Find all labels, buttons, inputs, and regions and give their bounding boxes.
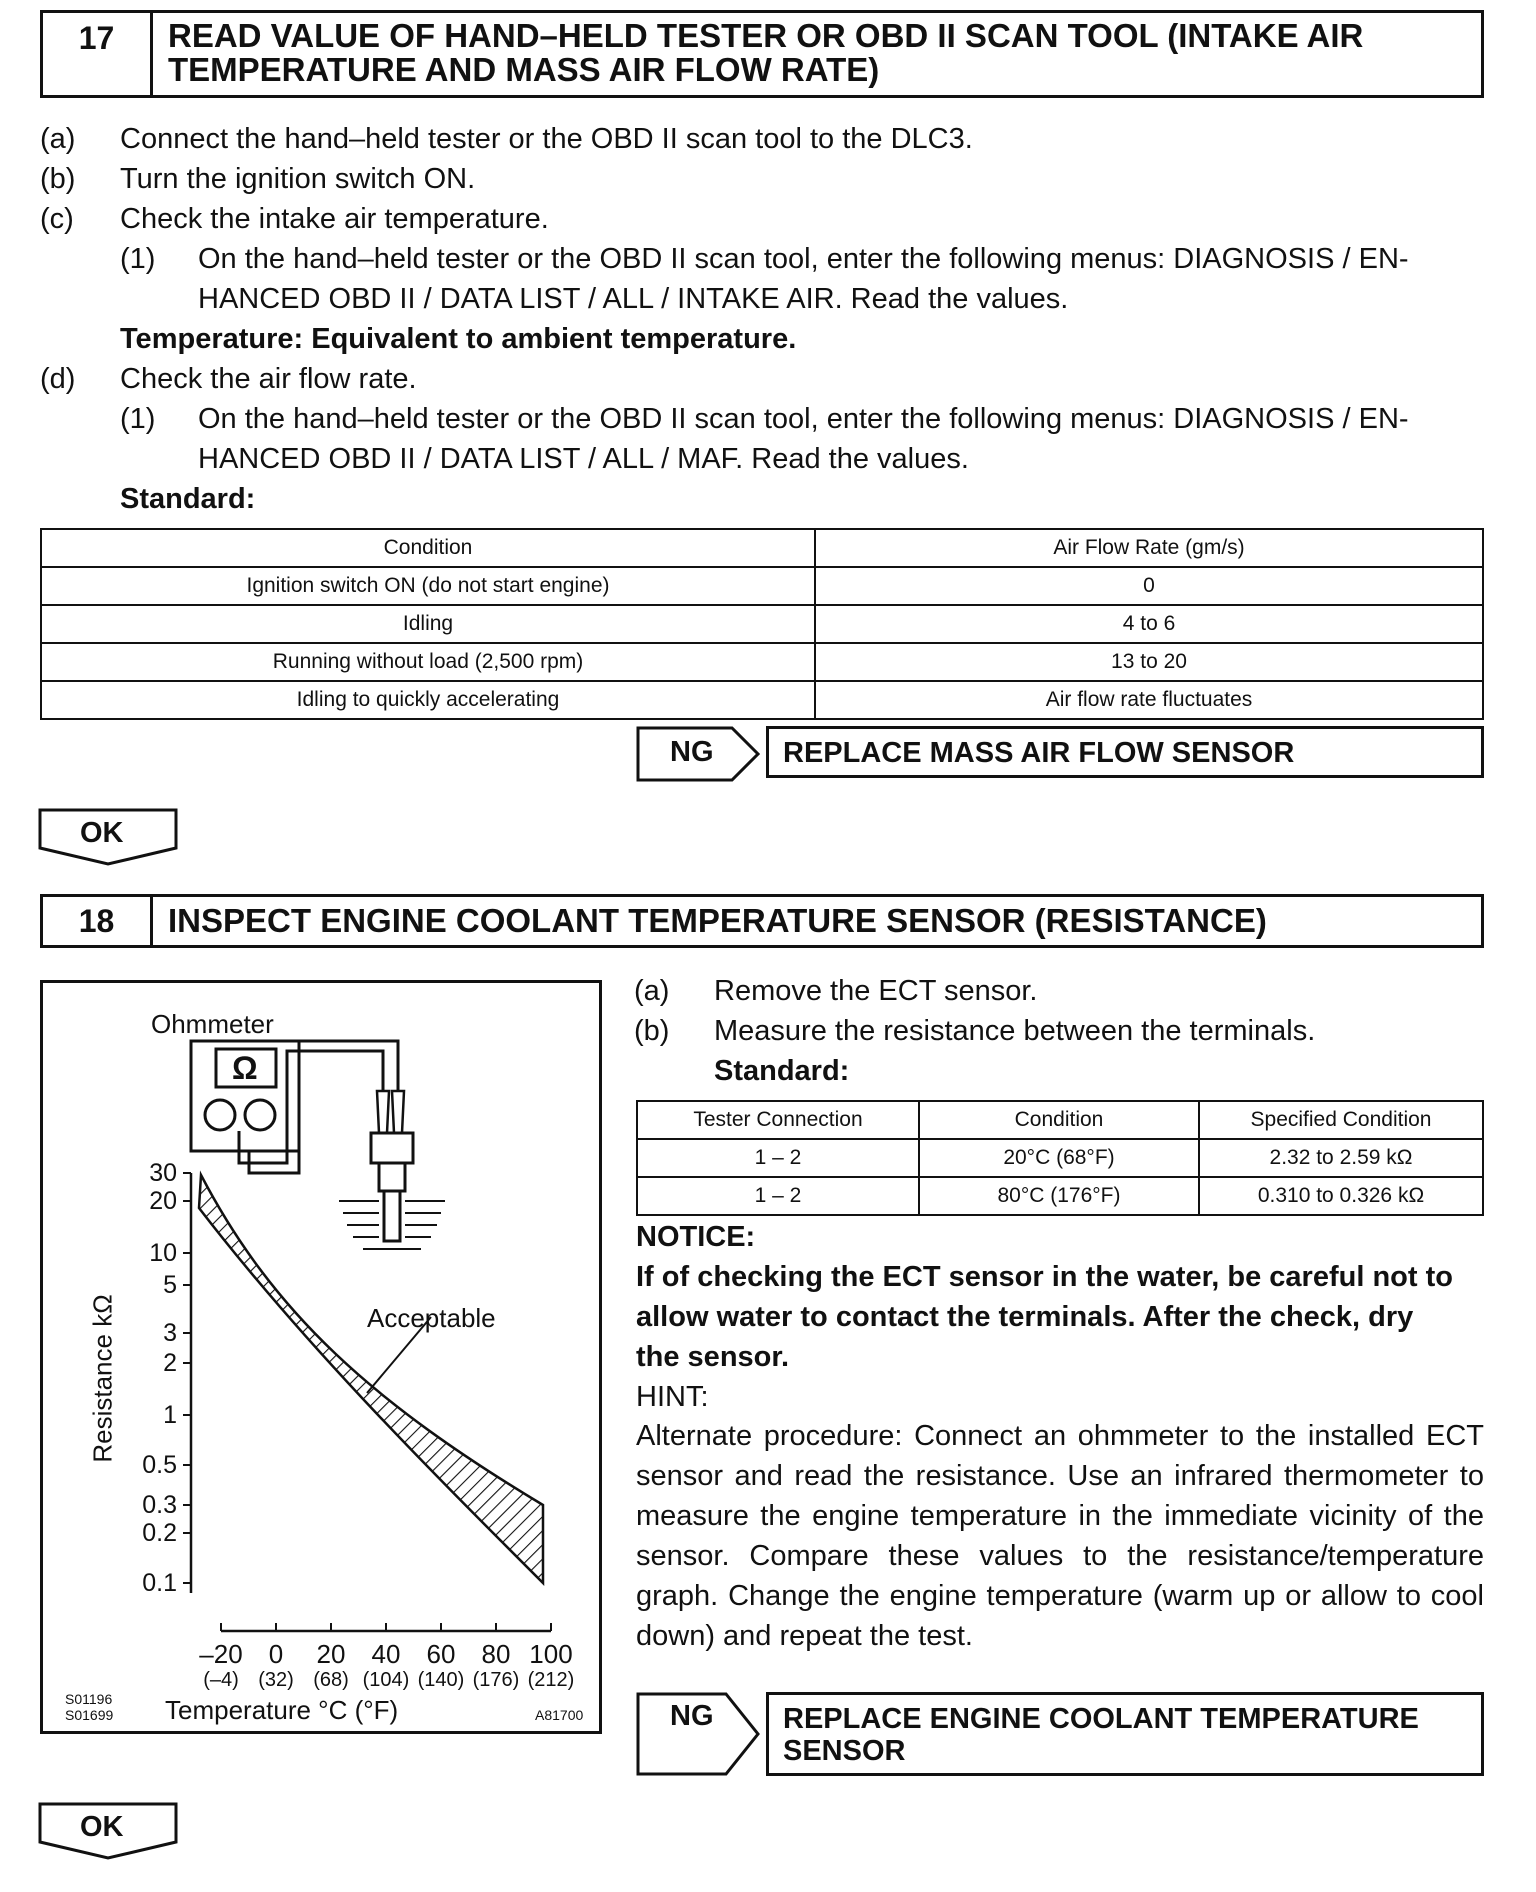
table-header: Air Flow Rate (gm/s) <box>815 529 1483 567</box>
x-tick-label: 100 <box>529 1639 573 1669</box>
ect-sensor-hex <box>379 1163 405 1191</box>
ng-action-box <box>766 726 1484 778</box>
ng-action-line-1: REPLACE ENGINE COOLANT TEMPERATURE <box>783 1703 1419 1735</box>
ng-label: NG <box>670 1700 714 1732</box>
standard-label: Standard: <box>120 483 256 515</box>
table-cell: 20°C (68°F) <box>919 1139 1199 1177</box>
y-tick-label: 0.2 <box>142 1519 177 1547</box>
notice-title: NOTICE: <box>636 1221 756 1253</box>
table-cell: Idling to quickly accelerating <box>41 681 815 719</box>
ect-sensor-body <box>371 1133 413 1163</box>
table-cell: 13 to 20 <box>815 643 1483 681</box>
step-18-header <box>40 894 1484 948</box>
item-d-mark: (d) <box>40 363 76 395</box>
y-tick-label: 2 <box>163 1349 177 1377</box>
step-number: 17 <box>43 13 153 95</box>
temperature-spec: Temperature: Equivalent to ambient temperature. <box>120 323 797 355</box>
x-axis-label: Temperature °C (°F) <box>165 1695 399 1725</box>
step-17-header <box>40 10 1484 98</box>
ok-label: OK <box>80 1811 124 1843</box>
table-row <box>41 567 1483 605</box>
item-d1-line-1: On the hand–held tester or the OBD II scan tool, enter the following menus: DIAGNOSIS / EN- <box>198 403 1409 435</box>
table-header: Condition <box>41 529 815 567</box>
table-cell: 2.32 to 2.59 kΩ <box>1199 1139 1483 1177</box>
x-tick-label-f: (–4) <box>203 1669 239 1691</box>
table-cell: 0 <box>815 567 1483 605</box>
x-tick-label-f: (32) <box>258 1669 294 1691</box>
table-cell: Running without load (2,500 rpm) <box>41 643 815 681</box>
y-axis-label: Resistance kΩ <box>87 1294 118 1463</box>
y-tick-label: 1 <box>163 1401 177 1429</box>
x-tick-label: 0 <box>268 1639 284 1669</box>
step-title-line-1: READ VALUE OF HAND–HELD TESTER OR OBD II SCAN TOOL (INTAKE AIR <box>168 17 1364 54</box>
air-flow-table <box>40 528 1484 720</box>
ng-action-box <box>766 1692 1484 1776</box>
y-tick-label: 0.3 <box>142 1491 177 1519</box>
x-tick-label: 20 <box>316 1639 346 1669</box>
ok-label: OK <box>80 817 124 849</box>
table-row <box>637 1139 1483 1177</box>
item-a-text: Remove the ECT sensor. <box>714 975 1038 1007</box>
step-title <box>168 19 1471 87</box>
item-d1-line-2: HANCED OBD II / DATA LIST / ALL / MAF. Read the values. <box>198 443 969 475</box>
table-cell: 1 – 2 <box>637 1177 919 1215</box>
x-tick-label: –20 <box>199 1639 243 1669</box>
table-row <box>41 605 1483 643</box>
omega-symbol: Ω <box>232 1050 258 1086</box>
item-a-mark: (a) <box>40 123 76 155</box>
figure-code: S01196 <box>65 1691 113 1707</box>
x-tick-label-f: (176) <box>472 1669 520 1691</box>
table-header-row <box>637 1101 1483 1139</box>
x-tick-label-f: (68) <box>313 1669 349 1691</box>
y-tick-label: 0.5 <box>142 1451 177 1479</box>
table-header: Condition <box>919 1101 1199 1139</box>
item-d-text: Check the air flow rate. <box>120 363 417 395</box>
ng-action-line-2: SENSOR <box>783 1735 906 1767</box>
item-b-mark: (b) <box>40 163 76 195</box>
y-tick-label: 10 <box>149 1239 177 1267</box>
table-header: Tester Connection <box>637 1101 919 1139</box>
hint-text: Alternate procedure: Connect an ohmmeter to the installed ECT sensor and read the resistance. Use an infrared thermometer to measure the engine temperature in the immediate vicinity of the sensor. Compare these values to the resistance/temperature graph. Change the engine temperature (warm up or allow to cool down) and repeat the test. <box>636 1420 1484 1652</box>
ohmmeter-label: Ohmmeter <box>151 1009 274 1039</box>
figure-code: A81700 <box>535 1707 584 1723</box>
ng-action-text: REPLACE MASS AIR FLOW SENSOR <box>783 737 1295 769</box>
y-tick-label: 0.1 <box>142 1569 177 1597</box>
standard-label: Standard: <box>714 1055 850 1087</box>
notice-line: the sensor. <box>636 1341 790 1373</box>
item-d1-mark: (1) <box>120 403 156 435</box>
table-cell: 0.310 to 0.326 kΩ <box>1199 1177 1483 1215</box>
x-tick-label-f: (140) <box>417 1669 465 1691</box>
notice-line: If of checking the ECT sensor in the water, be careful not to <box>636 1261 1453 1293</box>
ng-label: NG <box>670 736 714 768</box>
probe <box>377 1091 389 1133</box>
table-cell: Ignition switch ON (do not start engine) <box>41 567 815 605</box>
table-header-row <box>41 529 1483 567</box>
hint-title: HINT: <box>636 1381 709 1413</box>
table-cell: Idling <box>41 605 815 643</box>
item-a-text: Connect the hand–held tester or the OBD II scan tool to the DLC3. <box>120 123 973 155</box>
y-tick-label: 20 <box>149 1187 177 1215</box>
step-number: 18 <box>43 897 153 945</box>
figure-graphics <box>43 983 599 1731</box>
table-row <box>41 643 1483 681</box>
y-tick-label: 3 <box>163 1319 177 1347</box>
step-title-line-2: TEMPERATURE AND MASS AIR FLOW RATE) <box>168 51 880 88</box>
ect-sensor-tip <box>384 1191 400 1241</box>
figure-code: S01699 <box>65 1707 114 1723</box>
table-cell: 1 – 2 <box>637 1139 919 1177</box>
ect-resistance-table <box>636 1100 1484 1216</box>
item-c-text: Check the intake air temperature. <box>120 203 549 235</box>
y-tick-label: 30 <box>149 1159 177 1187</box>
y-tick-label: 5 <box>163 1271 177 1299</box>
item-c-mark: (c) <box>40 203 74 235</box>
table-cell: 4 to 6 <box>815 605 1483 643</box>
acceptable-label: Acceptable <box>367 1303 496 1333</box>
item-c1-line-2: HANCED OBD II / DATA LIST / ALL / INTAKE AIR. Read the values. <box>198 283 1069 315</box>
item-c1-line-1: On the hand–held tester or the OBD II scan tool, enter the following menus: DIAGNOSIS / EN- <box>198 243 1409 275</box>
table-row <box>637 1177 1483 1215</box>
item-a-mark: (a) <box>634 975 670 1007</box>
x-tick-label-f: (212) <box>527 1669 575 1691</box>
item-b-text: Turn the ignition switch ON. <box>120 163 476 195</box>
item-b-text: Measure the resistance between the terminals. <box>714 1015 1316 1047</box>
table-row <box>41 681 1483 719</box>
x-tick-label: 80 <box>481 1639 511 1669</box>
table-header: Specified Condition <box>1199 1101 1483 1139</box>
table-cell: 80°C (176°F) <box>919 1177 1199 1215</box>
notice-line: allow water to contact the terminals. After the check, dry <box>636 1301 1414 1333</box>
item-c1-mark: (1) <box>120 243 156 275</box>
item-b-mark: (b) <box>634 1015 670 1047</box>
x-tick-label: 40 <box>371 1639 401 1669</box>
table-cell: Air flow rate fluctuates <box>815 681 1483 719</box>
probe <box>392 1091 404 1133</box>
x-tick-label: 60 <box>426 1639 456 1669</box>
x-tick-label-f: (104) <box>362 1669 410 1691</box>
resistance-figure <box>40 980 602 1734</box>
step-title: INSPECT ENGINE COOLANT TEMPERATURE SENSOR (RESISTANCE) <box>168 902 1267 939</box>
